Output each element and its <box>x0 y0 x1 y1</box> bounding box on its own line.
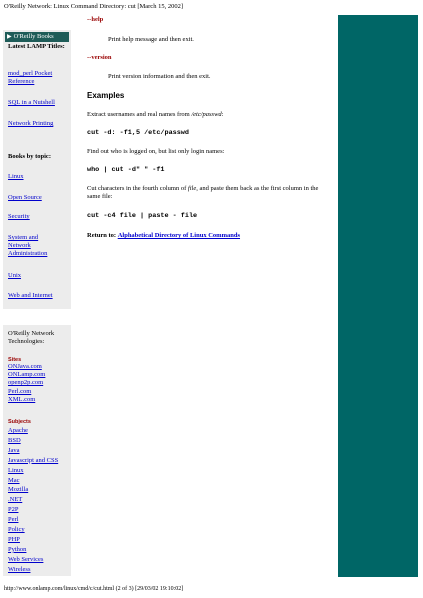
example-1-text <box>87 111 332 119</box>
site-link-openp2p[interactable]: openp2p.com <box>8 379 44 387</box>
subject-link-web-services[interactable]: Web Services <box>8 555 44 563</box>
subject-link-java[interactable]: Java <box>8 446 20 454</box>
option-help-description: Print help message and then exit. <box>108 36 194 43</box>
site-link-onjava[interactable]: ONJava.com <box>8 363 42 370</box>
subject-link-javascript-css[interactable]: Javascript and CSS <box>8 456 59 464</box>
subject-link-mozilla[interactable]: Mozilla <box>8 486 29 494</box>
topic-link-open-source[interactable]: Open Source <box>8 194 42 201</box>
topic-link-web-internet[interactable]: Web and Internet <box>8 292 53 299</box>
sites-label: Sites <box>8 357 22 363</box>
sidebar-link-network-printing[interactable]: Network Printing <box>8 120 54 127</box>
page-footer-url: http://www.onlamp.com/linux/cmd/c/cut.html (2 of 3) [29/03/02 19:10:02] <box>4 586 184 592</box>
right-side-banner <box>338 15 418 577</box>
example-2-text: Find out who is logged on, but list only login names: <box>87 148 225 155</box>
subject-link-policy[interactable]: Policy <box>8 526 25 534</box>
example-1-text-path: /etc/passwd <box>191 111 222 118</box>
example-3-code: cut -c4 file | paste - file <box>87 212 198 220</box>
latest-titles-heading: Latest LAMP Titles: <box>8 43 65 50</box>
return-to-label: Return to: <box>87 232 117 239</box>
sidebar-books-header <box>5 32 69 42</box>
option-version: --version <box>87 54 112 61</box>
option-version-description: Print version information and then exit. <box>108 73 211 80</box>
example-1-code: cut -d: -f1,5 /etc/passwd <box>87 129 189 137</box>
triangle-right-icon: ▶ <box>7 34 12 40</box>
return-to-line <box>87 232 332 240</box>
page-header-text: O'Reilly Network: Linux Command Directory: cut [March 15, 2002] <box>4 3 183 10</box>
sidebar-link-mod-perl[interactable]: mod_perl Pocket Reference <box>8 70 53 86</box>
example-3-text <box>87 185 332 201</box>
technologies-heading: O'Reilly Network Technologies: <box>8 330 55 346</box>
example-3-text-file: file <box>187 185 197 192</box>
subject-link-linux[interactable]: Linux <box>8 466 24 474</box>
example-3-text-pre: Cut characters in the fourth column of <box>87 185 188 192</box>
example-1-text-pre: Extract usernames and real names from <box>87 111 192 118</box>
subjects-label: Subjects <box>8 419 31 425</box>
topic-link-unix[interactable]: Unix <box>8 272 21 279</box>
site-link-perl[interactable]: Perl.com <box>8 387 32 395</box>
example-1-text-post: : <box>221 111 224 118</box>
topic-link-security[interactable]: Security <box>8 213 30 220</box>
sites-list <box>8 363 70 404</box>
subject-link-dotnet[interactable]: .NET <box>8 496 23 504</box>
subject-link-mac[interactable]: Mac <box>8 476 20 484</box>
option-help: --help <box>87 16 104 23</box>
alphabetical-directory-link[interactable]: Alphabetical Directory of Linux Commands <box>117 232 241 239</box>
subject-link-bsd[interactable]: BSD <box>8 436 21 444</box>
subject-link-p2p[interactable]: P2P <box>8 506 19 514</box>
books-by-topic-heading: Books by topic: <box>8 153 51 160</box>
subject-link-wireless[interactable]: Wireless <box>8 565 31 573</box>
sidebar-books-header-label: O'Reilly Books <box>13 33 54 40</box>
subject-link-perl[interactable]: Perl <box>8 516 19 524</box>
topic-link-linux[interactable]: Linux <box>8 173 24 180</box>
subject-link-python[interactable]: Python <box>8 545 27 553</box>
site-link-onlamp[interactable]: ONLamp.com <box>8 371 46 379</box>
site-link-xml[interactable]: XML.com <box>8 395 36 403</box>
example-3-text-post: , and paste them back as the first column in the same file: <box>87 185 319 201</box>
sidebar-link-sql-nutshell[interactable]: SQL in a Nutshell <box>8 99 55 106</box>
example-2-code: who | cut -d" " -f1 <box>87 166 165 174</box>
examples-heading: Examples <box>87 91 125 100</box>
subject-link-apache[interactable]: Apache <box>8 427 28 434</box>
topic-link-system-network-admin[interactable]: System and Network Administration <box>8 234 48 258</box>
subjects-list <box>8 426 70 575</box>
subject-link-php[interactable]: PHP <box>8 535 20 543</box>
